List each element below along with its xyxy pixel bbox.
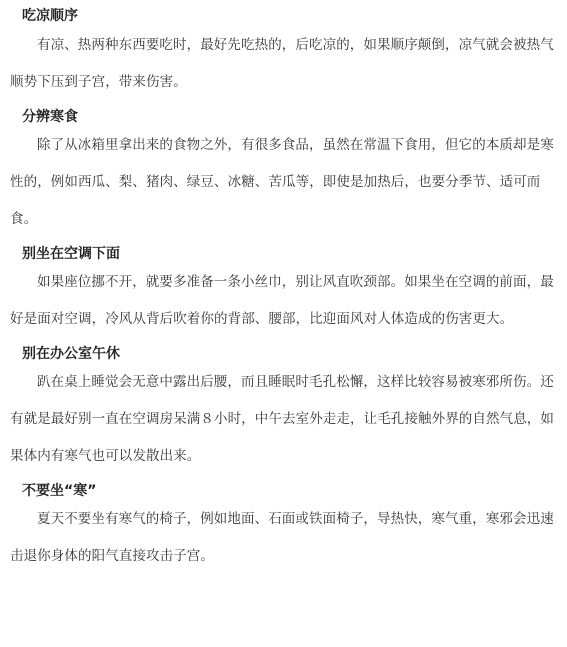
section-heading: 吃凉顺序 <box>22 8 78 24</box>
section-office-nap <box>10 344 559 475</box>
section-paragraph: 如果座位挪不开，就要多准备一条小丝巾，别让风直吹颈部。如果坐在空调的前面，最好是面对空调，冷风从背后吹着你的背部、腰部，比迎面风对人体造成的伤害更大。 <box>10 274 554 327</box>
section-heading: 不要坐“寒” <box>22 483 97 499</box>
section-cold-seats <box>10 481 559 575</box>
section-paragraph: 趴在桌上睡觉会无意中露出后腰，而且睡眠时毛孔松懈，这样比较容易被寒邪所伤。还有就是最好别一直在空调房呆满８小时，中午去室外走走，让毛孔接触外界的自然气息，如果体内有寒气也可以发散出来。 <box>10 374 554 464</box>
section-air-conditioner <box>10 244 559 338</box>
section-heading: 别在办公室午休 <box>22 346 120 362</box>
section-paragraph: 除了从冰箱里拿出来的食物之外，有很多食品，虽然在常温下食用，但它的本质却是寒性的，例如西瓜、梨、猪肉、绿豆、冰糖、苦瓜等，即使是加热后，也要分季节、适可而食。 <box>10 137 554 227</box>
section-heading: 分辨寒食 <box>22 109 78 125</box>
section-identify-cold-food <box>10 107 559 238</box>
section-cold-food-order <box>10 6 559 101</box>
section-paragraph: 有凉、热两种东西要吃时，最好先吃热的，后吃凉的，如果顺序颠倒，凉气就会被热气顺势下压到子宫，带来伤害。 <box>10 37 554 90</box>
section-paragraph: 夏天不要坐有寒气的椅子，例如地面、石面或铁面椅子，导热快，寒气重，寒邪会迅速击退你身体的阳气直接攻击子宫。 <box>10 511 554 564</box>
section-heading: 别坐在空调下面 <box>22 246 120 262</box>
